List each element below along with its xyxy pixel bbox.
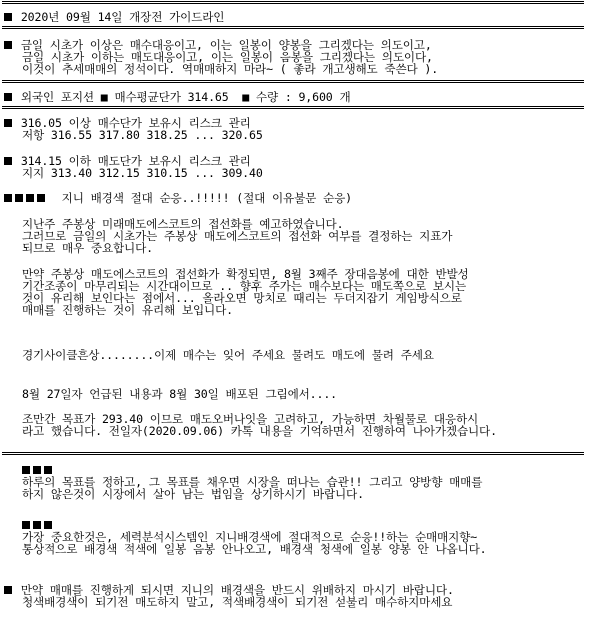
paragraph-1-line-2: 그러므로 금일의 시초가는 주봉상 매도에스코트의 접선화 여부를 결정하는 지표가 [22, 229, 453, 243]
paragraph-5-line-1: 조만간 목표가 293.40 이므로 매도오버나잇을 고려하고, 가능하면 차월물로 대응하시 [22, 412, 479, 426]
bullet-square-icon [22, 521, 30, 529]
paragraph-2-line-3: 것이 유리해 보인다는 점에서... 올라오면 망치로 때리는 두더지잡기 게임방식으로 [22, 291, 462, 305]
intro-line-1: 금일 시초가 이상은 매수대응이고, 이는 일봉이 양봉을 그리겠다는 의도이고, [4, 39, 432, 51]
bullet-square-icon [33, 466, 41, 474]
closing-line-2: 청색배경색이 되기전 매도하지 말고, 적색배경색이 되기전 섣불리 매수하지마세요 [22, 595, 453, 609]
paragraph-1-line-3: 되므로 매우 중요합니다. [22, 241, 153, 255]
section-2-line-1: 가장 중요한것은, 세력분석시스템인 지니배경색에 절대적으로 순응!!하는 순매매지향~ [22, 530, 478, 544]
sell-level-line-1: 314.15 이하 매도단가 보유시 리스크 관리 [4, 155, 251, 167]
bullet-square-icon [37, 194, 45, 202]
divider-top [2, 1, 584, 4]
paragraph-5-line-2: 라고 했습니다. 전일자(2020.09.06) 카톡 내용을 기억하면서 진행하여 나아가겠습니다. [22, 424, 497, 438]
section-1-line-1: 하루의 목표를 정하고, 그 목표를 채우면 시장을 떠나는 습관!! 그리고 양방향 매매를 [22, 475, 483, 489]
bullet-square-icon [33, 521, 41, 529]
intro-line-2: 금일 시초가 이하는 매도대응이고, 이는 일봉이 음봉을 그리겠다는 의도이다, [22, 50, 433, 64]
bullet-square-icon [15, 194, 23, 202]
paragraph-2-line-1: 만약 주봉상 매도에스코트의 접선화가 확정되면, 8월 3째주 장대음봉에 대한 반발성 [22, 267, 469, 281]
bullet-square-icon [4, 41, 12, 49]
resistance-levels: 저항 316.55 317.80 318.25 ... 320.65 [22, 128, 263, 142]
intro-line-3: 이것이 추세매매의 정석이다. 역매매하지 마라~ ( 좋라 개고생해도 죽쓴다 ). [22, 62, 439, 76]
bullet-square-icon [44, 466, 52, 474]
paragraph-2-line-4: 매매를 진행하는 것이 유리해 보입니다. [22, 303, 233, 317]
section-2-line-2: 통상적으로 배경색 적색에 일봉 음봉 안나오고, 배경색 청색에 일봉 양봉 안 나옵니다. [22, 542, 487, 556]
divider-header [2, 26, 584, 29]
bullet-square-icon [22, 466, 30, 474]
page-title: 2020년 09월 14일 개장전 가이드라인 [20, 10, 225, 24]
paragraph-4-line-1: 8월 27일자 언급된 내용과 8월 30일 배포된 그림에서.... [22, 387, 338, 401]
foreign-position-line: 외국인 포지션 ■ 매수평균단가 314.65 ■ 수량 : 9,600 개 [4, 91, 351, 103]
bullet-square-icon [26, 194, 34, 202]
bullet-square-icon [4, 119, 12, 127]
bullet-square-icon [4, 93, 12, 101]
bullet-square-icon [44, 521, 52, 529]
closing-line-1: 만약 매매를 진행하게 되시면 지니의 배경색을 반드시 위배하지 마시기 바랍니다. [4, 584, 454, 596]
paragraph-1-line-1: 지난주 주봉상 미래매도에스코트의 접선화를 예고하였습니다. [22, 217, 344, 231]
paragraph-2-line-2: 기간조종이 마무리되는 시간대이므로 .. 향후 주가는 매수보다는 매도쪽으로 보시는 [22, 279, 466, 293]
divider-body [2, 452, 584, 455]
header-line [4, 11, 224, 23]
buy-level-line-1: 316.05 이상 매수단가 보유시 리스크 관리 [4, 117, 251, 129]
paragraph-3-line-1: 경기사이클흔상........이제 매수는 잊어 주세요 물려도 매도에 물려 주세요 [22, 348, 434, 362]
divider-intro [2, 80, 584, 83]
bullet-square-icon [4, 194, 12, 202]
color-rule-line: 지니 배경색 절대 순응..!!!!! (절대 이유불문 순응) [4, 192, 352, 204]
bullet-square-icon [4, 13, 12, 21]
support-levels: 지지 313.40 312.15 310.15 ... 309.40 [22, 166, 263, 180]
bullet-square-icon [4, 586, 12, 594]
section-1-line-2: 하지 않은것이 시장에서 살아 남는 법임을 상기하시기 바랍니다. [22, 487, 364, 501]
bullet-square-icon [4, 157, 12, 165]
divider-position [2, 106, 584, 109]
